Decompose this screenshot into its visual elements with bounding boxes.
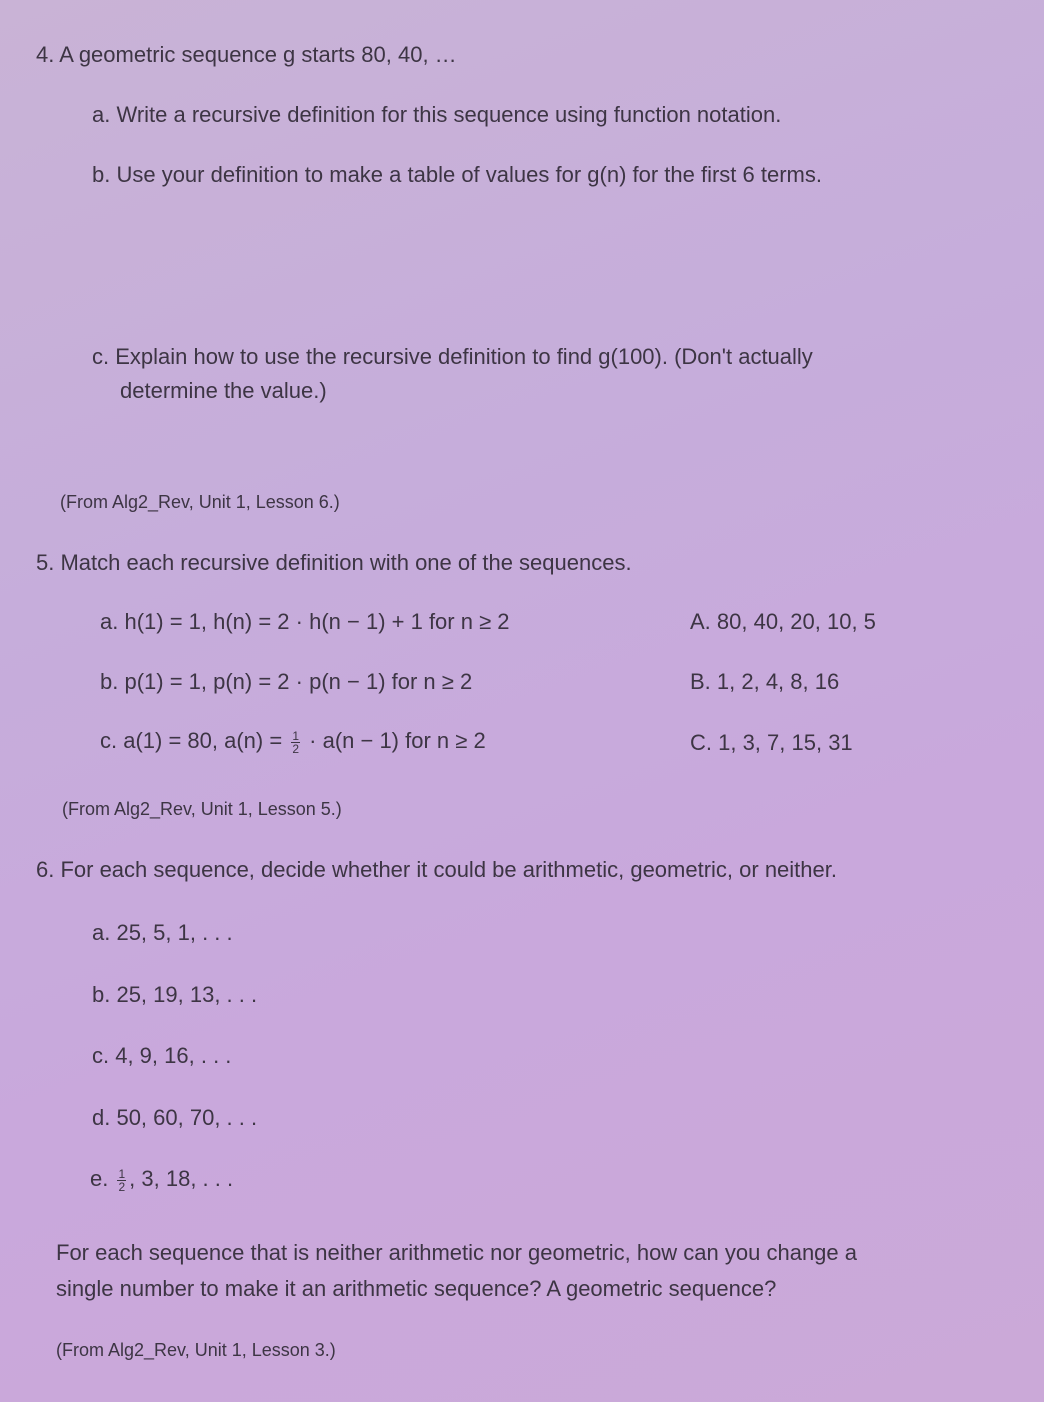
- fraction-denominator: 2: [292, 741, 300, 756]
- q5-def-c: [100, 728, 486, 755]
- q5-def-a: a. h(1) = 1, h(n) = 2 · h(n − 1) + 1 for n ≥ 2: [100, 609, 510, 634]
- q6-item-e: [90, 1166, 233, 1193]
- q6-item-a: a. 25, 5, 1, . . .: [92, 920, 233, 945]
- fraction-denominator: 2: [118, 1179, 126, 1194]
- q6-item-e-fraction: [117, 1168, 126, 1193]
- q5-def-c-fraction: [291, 730, 300, 755]
- q5-source: (From Alg2_Rev, Unit 1, Lesson 5.): [62, 799, 342, 819]
- q6-source: (From Alg2_Rev, Unit 1, Lesson 3.): [56, 1340, 336, 1360]
- q5-option-c: C. 1, 3, 7, 15, 31: [690, 730, 853, 755]
- q5-def-b: b. p(1) = 1, p(n) = 2 · p(n − 1) for n ≥ 2: [100, 669, 473, 694]
- q5-def-c-prefix: c. a(1) = 80, a(n) =: [100, 728, 283, 753]
- q6-stem: 6. For each sequence, decide whether it could be arithmetic, geometric, or neither.: [36, 857, 837, 882]
- fraction-numerator: 1: [118, 1166, 126, 1181]
- q5-option-a: A. 80, 40, 20, 10, 5: [690, 609, 876, 634]
- q4-part-b: b. Use your definition to make a table of values for g(n) for the first 6 terms.: [92, 162, 822, 187]
- q6-followup-line2: single number to make it an arithmetic sequence? A geometric sequence?: [56, 1276, 777, 1301]
- q4-part-c-line1: c. Explain how to use the recursive definition to find g(100). (Don't actually: [92, 344, 813, 369]
- q6-item-e-prefix: e.: [90, 1166, 109, 1191]
- q6-item-d: d. 50, 60, 70, . . .: [92, 1105, 258, 1130]
- q6-item-e-suffix: , 3, 18, . . .: [129, 1166, 234, 1191]
- q4-stem: 4. A geometric sequence g starts 80, 40, …: [36, 42, 457, 67]
- q4-part-a: a. Write a recursive definition for this sequence using function notation.: [92, 102, 782, 127]
- q6-item-b: b. 25, 19, 13, . . .: [92, 982, 258, 1007]
- q6-item-c: c. 4, 9, 16, . . .: [92, 1043, 232, 1068]
- q6-followup-line1: For each sequence that is neither arithmetic nor geometric, how can you change a: [56, 1240, 858, 1265]
- q5-def-c-suffix: · a(n − 1) for n ≥ 2: [309, 728, 486, 753]
- q4-source: (From Alg2_Rev, Unit 1, Lesson 6.): [60, 492, 340, 512]
- q5-stem: 5. Match each recursive definition with one of the sequences.: [36, 550, 632, 575]
- q5-option-b: B. 1, 2, 4, 8, 16: [690, 669, 840, 694]
- fraction-numerator: 1: [292, 728, 300, 743]
- q4-part-c-line2: determine the value.): [120, 378, 327, 403]
